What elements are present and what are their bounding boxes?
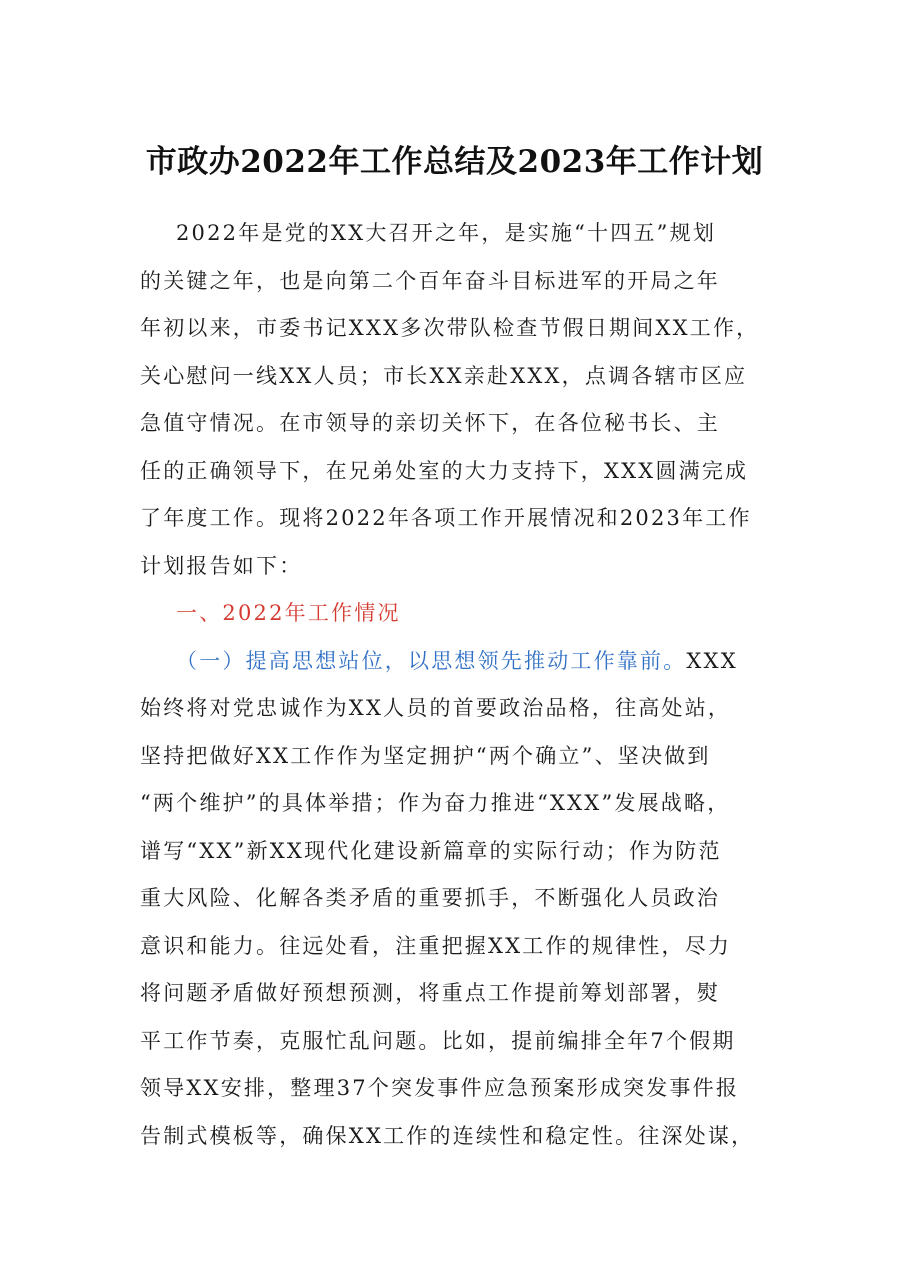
subsection-line: 领导XX安排，整理37个突发事件应急预案形成突发事件报 — [140, 1076, 740, 1100]
document-title: 市政办2022年工作总结及2023年工作计划 — [145, 144, 764, 180]
intro-line: 了年度工作。现将2022年各项工作开展情况和2023年工作 — [140, 506, 752, 530]
subsection-first-line — [140, 638, 780, 686]
subsection-line: 将问题矛盾做好预想预测，将重点工作提前筹划部署，熨 — [140, 981, 720, 1005]
document-body — [140, 210, 780, 1160]
section-heading: 一、2022年工作情况 — [176, 601, 401, 625]
subsection-line: 告制式模板等，确保XX工作的连续性和稳定性。往深处谋， — [140, 1123, 755, 1148]
intro-line: 的关键之年，也是向第二个百年奋斗目标进军的开局之年 — [140, 268, 720, 293]
subsection-line: 重大风险、化解各类矛盾的重要抓手，不断强化人员政治 — [140, 886, 720, 910]
subsection-line: 谱写“XX”新XX现代化建设新篇章的实际行动；作为防范 — [140, 838, 722, 863]
intro-line: 关心慰问一线XX人员；市长XX亲赴XXX，点调各辖市区应 — [140, 363, 748, 388]
subsection-line: 坚持把做好XX工作作为坚定拥护“两个确立”、坚决做到 — [140, 743, 711, 768]
intro-line: 2022年是党的XX大召开之年，是实施“十四五”规划 — [176, 221, 717, 245]
subsection-line: 平工作节奏，克服忙乱问题。比如，提前编排全年7个假期 — [140, 1028, 736, 1053]
subsection-first-line-tail: XXX — [686, 648, 738, 673]
subsection-line: “两个维护”的具体举措；作为奋力推进“XXX”发展战略， — [140, 791, 731, 815]
subsection-heading: （一）提高思想站位，以思想领先推动工作靠前。 — [176, 648, 687, 673]
subsection-line: 始终将对党忠诚作为XX人员的首要政治品格，往高处站， — [140, 696, 732, 720]
intro-line: 任的正确领导下，在兄弟处室的大力支持下，XXX圆满完成 — [140, 458, 749, 483]
intro-line: 年初以来，市委书记XXX多次带队检查节假日期间XX工作， — [140, 316, 760, 340]
intro-line: 计划报告如下： — [140, 553, 303, 578]
subsection-line: 意识和能力。往远处看，注重把握XX工作的规律性，尽力 — [140, 933, 732, 958]
intro-line: 急值守情况。在市领导的亲切关怀下，在各位秘书长、主 — [140, 411, 720, 435]
